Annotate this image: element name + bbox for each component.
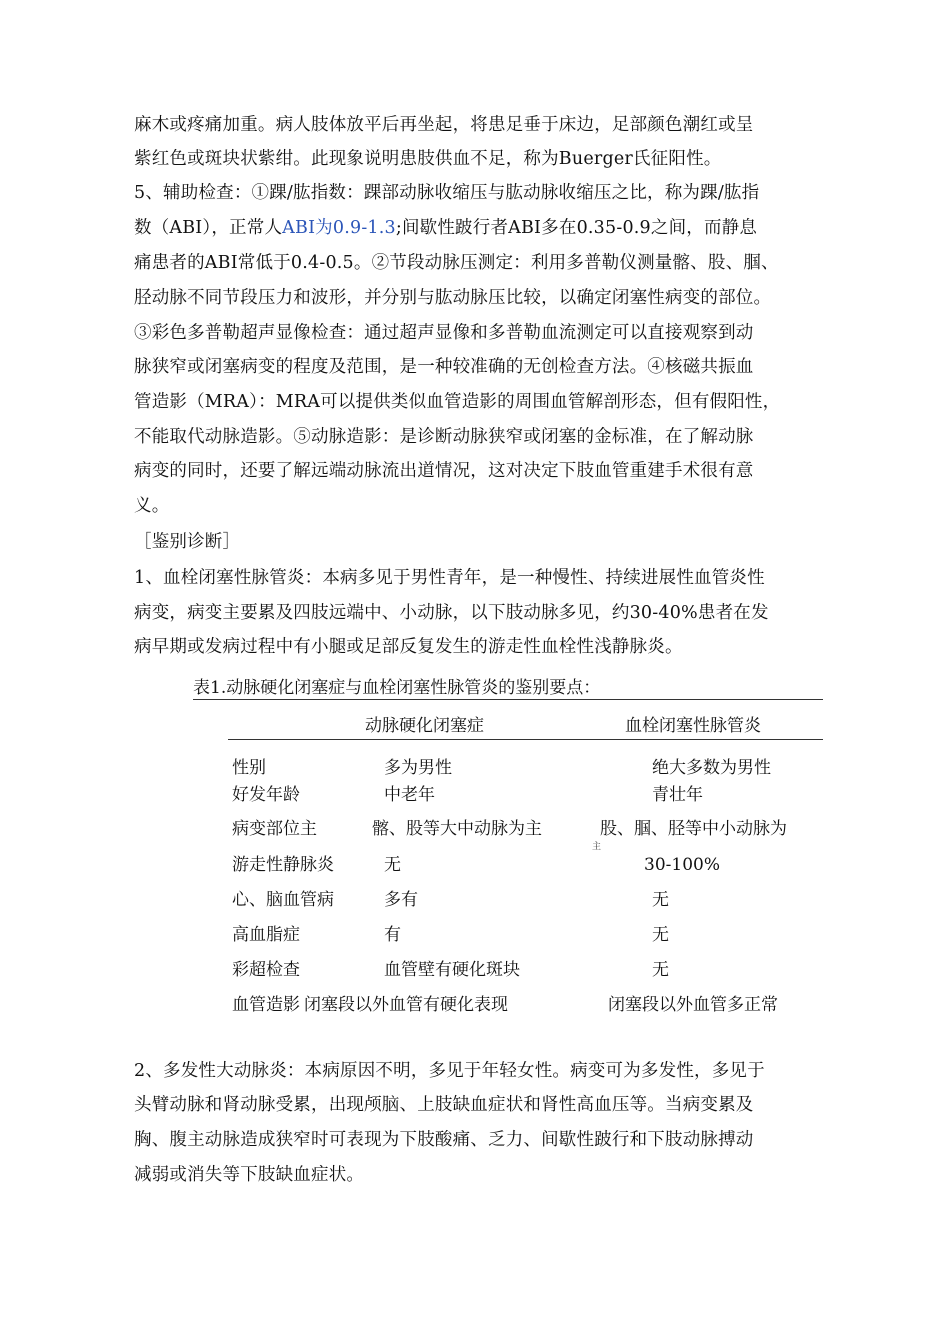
table-cell-tao: 无 [652, 890, 669, 910]
table-cell-aso: 多为男性 [384, 758, 452, 778]
table-cell-tao: 股、腘、胫等中小动脉为 [600, 819, 787, 839]
table-row-label: 心、脑血管病 [232, 890, 334, 910]
paragraph-line [134, 216, 757, 240]
paragraph-line: 1、血栓闭塞性脉管炎：本病多见于男性青年，是一种慢性、持续进展性血管炎性 [134, 568, 765, 588]
paragraph-text: 数（ABI），正常人 [134, 218, 283, 238]
table-row-label: 高血脂症 [232, 925, 300, 945]
paragraph-line: 痛患者的ABI常低于0.4-0.5。②节段动脉压测定：利用多普勒仪测量髂、股、腘、 [134, 253, 779, 273]
paragraph-line: 病变，病变主要累及四肢远端中、小动脉，以下肢动脉多见，约30-40%患者在发 [134, 603, 769, 623]
paragraph-line: 不能取代动脉造影。⑤动脉造影：是诊断动脉狭窄或闭塞的金标准，在了解动脉 [134, 427, 754, 447]
table-cell-tao: 青壮年 [652, 785, 703, 805]
table-cell-tao: 闭塞段以外血管多正常 [608, 995, 778, 1015]
table-row-label: 血管造影 [232, 995, 300, 1015]
table-cell-tao: 无 [652, 960, 669, 980]
table-cell-tao: 30-100% [644, 855, 720, 875]
table-cell-aso: 髂、股等大中动脉为主 [372, 819, 542, 839]
paragraph-line: 减弱或消失等下肢缺血症状。 [134, 1165, 365, 1185]
table-top-rule [193, 699, 823, 700]
clipped-text-fragment: 主 [592, 842, 602, 852]
table-row-label: 性别 [232, 758, 266, 778]
table-caption: 表1.动脉硬化闭塞症与血栓闭塞性脉管炎的鉴别要点： [193, 678, 601, 698]
table-cell-aso: 多有 [384, 890, 418, 910]
paragraph-line: 头臂动脉和肾动脉受累，出现颅脑、上肢缺血症状和肾性高血压等。当病变累及 [134, 1095, 754, 1115]
table-cell-tao: 无 [652, 925, 669, 945]
paragraph-line: 麻木或疼痛加重。病人肢体放平后再坐起，将患足垂于床边，足部颜色潮红或呈 [134, 115, 754, 135]
paragraph-line: 病早期或发病过程中有小腿或足部反复发生的游走性血栓性浅静脉炎。 [134, 637, 683, 657]
table-cell-aso: 闭塞段以外血管有硬化表现 [304, 995, 508, 1015]
table-cell-aso: 中老年 [384, 785, 435, 805]
table-header-rule [228, 739, 823, 740]
abi-range-link[interactable]: ABI为0.9-1.3 [282, 218, 396, 238]
table-cell-aso: 无 [384, 855, 401, 875]
paragraph-line: 义。 [134, 496, 170, 516]
table-cell-aso: 有 [384, 925, 401, 945]
table-row-label: 好发年龄 [232, 785, 300, 805]
table-cell-aso: 血管壁有硬化斑块 [384, 960, 520, 980]
paragraph-line: 5、辅助检查：①踝/肱指数：踝部动脉收缩压与肱动脉收缩压之比，称为踝/肱指 [134, 183, 760, 203]
paragraph-line: 2、多发性大动脉炎：本病原因不明，多见于年轻女性。病变可为多发性，多见于 [134, 1061, 765, 1081]
paragraph-line: 胸、腹主动脉造成狭窄时可表现为下肢酸痛、乏力、间歇性跛行和下肢动脉搏动 [134, 1130, 754, 1150]
paragraph-line: 管造影（MRA）：MRA可以提供类似血管造影的周围血管解剖形态，但有假阳性， [134, 392, 781, 412]
table-cell-tao: 绝大多数为男性 [652, 758, 771, 778]
paragraph-line: 脉狭窄或闭塞病变的程度及范围，是一种较准确的无创检查方法。④核磁共振血 [134, 357, 754, 377]
paragraph-text: ;间歇性跛行者ABI多在0.35-0.9之间，而静息 [395, 218, 758, 238]
table-row-label: 彩超检查 [232, 960, 300, 980]
table-header-tao: 血栓闭塞性脉管炎 [625, 716, 761, 736]
paragraph-line: 胫动脉不同节段压力和波形，并分别与肱动脉压比较，以确定闭塞性病变的部位。 [134, 288, 772, 308]
table-row-label: 游走性静脉炎 [232, 855, 334, 875]
table-header-aso: 动脉硬化闭塞症 [365, 716, 484, 736]
paragraph-line: ③彩色多普勒超声显像检查：通过超声显像和多普勒血流测定可以直接观察到动 [134, 323, 754, 343]
section-heading: ［鉴别诊断］ [134, 532, 241, 552]
table-row-label: 病变部位主 [232, 819, 317, 839]
paragraph-line: 病变的同时，还要了解远端动脉流出道情况，这对决定下肢血管重建手术很有意 [134, 461, 754, 481]
paragraph-line: 紫红色或斑块状紫绀。此现象说明患肢供血不足，称为Buerger氏征阳性。 [134, 149, 722, 169]
